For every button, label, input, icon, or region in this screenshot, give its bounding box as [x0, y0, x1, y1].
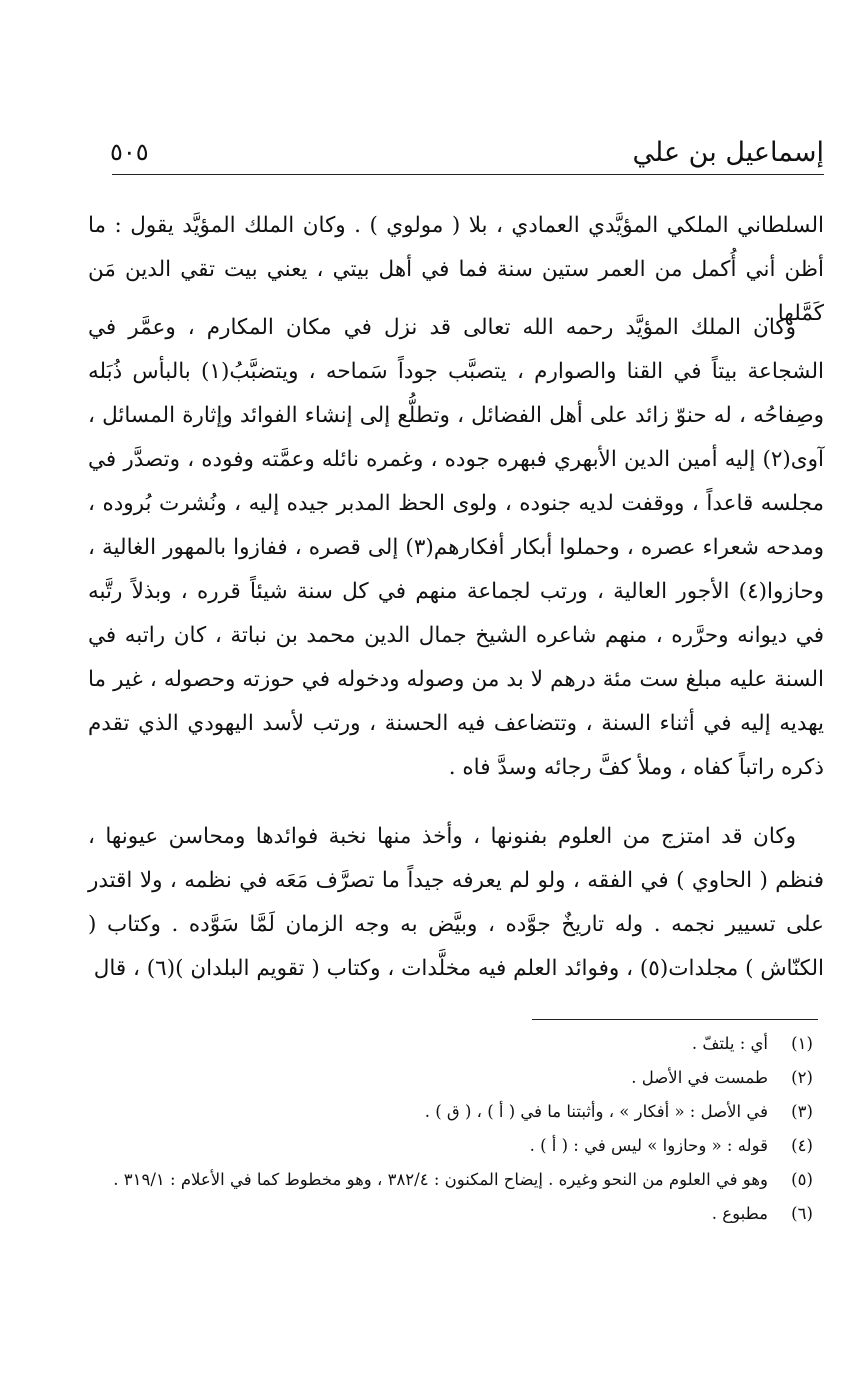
footnote-number: (٦) — [791, 1203, 813, 1223]
footnote-text: وهو في العلوم من النحو وغيره . إيضاح المكنون : ٣٨٢/٤ ، وهو مخطوط كما في الأعلام : ٣١٩/١ . — [113, 1169, 768, 1189]
page-number: ٥٠٥ — [110, 138, 149, 166]
footnotes — [110, 1026, 822, 1230]
paragraph-text: السلطاني الملكي المؤيَّدي العمادي ، بلا ( مولوي ) . وكان الملك المؤيَّد يقول : ما أظن أني أُكمل من العمر ستين سنة فما في أهل بيتي ، يعني بيت تقي الدين مَن كَمَّلها . — [88, 213, 824, 326]
footnote-5 — [110, 1162, 822, 1196]
footnote-number: (١) — [791, 1033, 813, 1053]
running-title: إسماعيل بن علي — [632, 136, 824, 168]
paragraph-text: وكان قد امتزج من العلوم بفنونها ، وأخذ منها نخبة فوائدها ومحاسن عيونها ، فنظم ( الحاوي ) في الفقه ، ولو لم يعرفه جيداً ما تصرَّف مَعَه في نظمه ، ولا اقتدر على تسيير نجمه . وله تاريخٌ جوَّده ، وبيَّض به وجه الزمان لَمَّا سَوَّده . وكتاب ( الكنّاش ) مجلدات(٥) ، وفوائد العلم فيه مخلَّدات ، وكتاب ( تقويم البلدان )(٦) ، قال — [88, 824, 824, 981]
footnote-1 — [110, 1026, 822, 1060]
footnote-number: (٣) — [791, 1101, 813, 1121]
paragraph-3 — [88, 815, 824, 991]
paragraph-text: وكان الملك المؤيَّد رحمه الله تعالى قد نزل في مكان المكارم ، وعمَّر في الشجاعة بيتاً في القنا والصوارم ، يتصبَّب جوداً سَماحه ، ويتضبَّبُ(١) بالبأس ذُبَله وصِفاحُه ، له حنوّ زائد على أهل الفضائل ، وتطلُّع إلى إنشاء الفوائد وإثارة المسائل ، آوى(٢) إليه أمين الدين الأبهري فبهره جوده ، وغمره نائله وعمَّته وفوده ، وتصدَّر في مجلسه قاعداً ، ووقفت لديه جنوده ، ولوى الحظ المدبر جيده إليه ، ونُشرت بُروده ، ومدحه شعراء عصره ، وحملوا أبكار أفكارهم(٣) إلى قصره ، ففازوا بالمهور الغالية ، وحازوا(٤) الأجور العالية ، ورتب لجماعة منهم في كل سنة شيئاً قرره ، وبذلاً رتَّبه في ديوانه وحرَّره ، منهم شاعره الشيخ جمال الدين محمد بن نباتة ، كان راتبه في السنة عليه مبلغ ست مئة درهم لا بد من وصوله ودخوله في حوزته وحصوله ، غير ما يهديه إليه في أثناء السنة ، وتتضاعف فيه الحسنة ، ورتب لأسد اليهودي الذي تقدم ذكره راتباً كفاه ، وملأ كفَّ رجائه وسدَّ فاه . — [88, 315, 824, 780]
footnote-rule — [532, 1019, 818, 1020]
footnote-text: قوله : « وحازوا » ليس في : ( أ ) . — [529, 1135, 768, 1155]
footnote-2 — [110, 1060, 822, 1094]
footnote-3 — [110, 1094, 822, 1128]
footnote-4 — [110, 1128, 822, 1162]
page-header — [110, 134, 824, 170]
footnote-6 — [110, 1196, 822, 1230]
paragraph-2 — [88, 306, 824, 790]
footnote-text: أي : يلتفّ . — [691, 1033, 768, 1053]
footnote-number: (٥) — [791, 1169, 813, 1189]
footnote-text: مطبوع . — [711, 1203, 768, 1223]
footnote-text: في الأصل : « أفكار » ، وأثبتنا ما في ( أ ) ، ( ق ) . — [424, 1101, 768, 1121]
footnote-text: طمست في الأصل . — [631, 1067, 768, 1087]
footnote-number: (٤) — [791, 1135, 813, 1155]
header-rule — [112, 174, 824, 175]
footnote-number: (٢) — [791, 1067, 813, 1087]
